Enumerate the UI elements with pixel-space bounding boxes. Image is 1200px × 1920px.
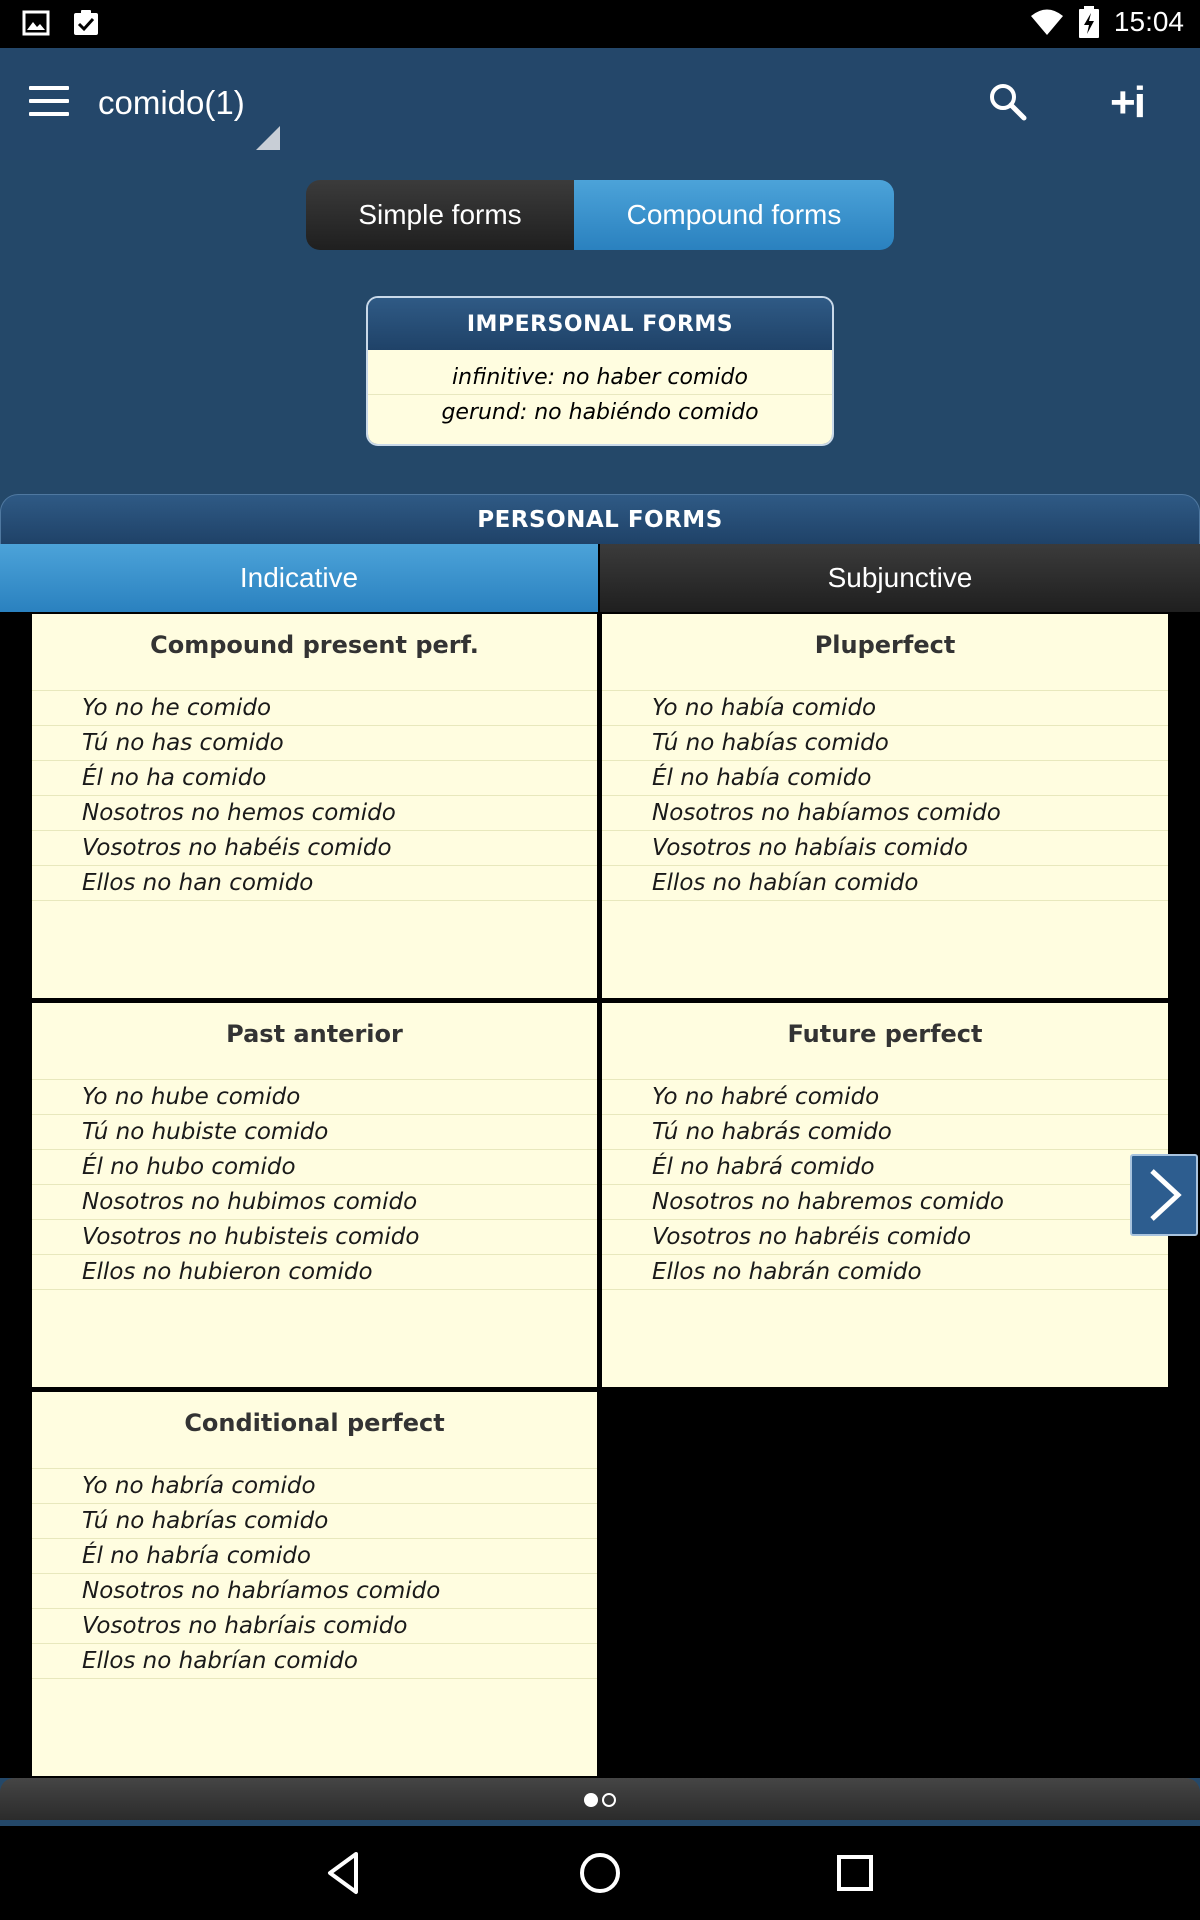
tense-card-compound-present-perfect [32,614,597,998]
tense-title: Compound present perf. [150,631,479,659]
conjugation-row: Nosotros no habríamos comido [32,1574,597,1609]
conjugation-row: Yo no había comido [602,691,1168,726]
conjugation-row: Yo no hube comido [32,1080,597,1115]
conjugation-row: Tú no habías comido [602,726,1168,761]
status-bar [0,0,1200,48]
page-dot-active[interactable] [584,1793,598,1807]
conjugation-row: Ellos no hubieron comido [32,1255,597,1290]
conjugation-row: Nosotros no habíamos comido [602,796,1168,831]
conjugation-row: Ellos no habían comido [602,866,1168,901]
conjugation-row: Yo no habría comido [32,1469,597,1504]
conjugation-row: Vosotros no habéis comido [32,831,597,866]
conjugation-row: Tú no habrías comido [32,1504,597,1539]
conjugation-row: Nosotros no hubimos comido [32,1185,597,1220]
conjugation-row: Tú no habrás comido [602,1115,1168,1150]
verb-title[interactable]: comido(1) [98,84,245,121]
conjugation-row: Ellos no habrían comido [32,1644,597,1679]
chevron-right-icon [1144,1167,1184,1223]
conjugation-row: Él no habrá comido [602,1150,1168,1185]
conjugation-row: Yo no habré comido [602,1080,1168,1115]
conjugation-row: Él no había comido [602,761,1168,796]
clipboard-check-icon [72,10,100,36]
page-dot[interactable] [602,1793,616,1807]
gerund-row: gerund: no habiéndo comido [441,400,759,425]
dropdown-triangle-icon[interactable] [256,126,280,150]
tense-card-conditional-perfect [32,1392,597,1776]
app-bar [0,48,1200,160]
conjugation-row: Ellos no han comido [32,866,597,901]
tense-card-past-anterior [32,1003,597,1387]
home-icon[interactable] [575,1848,625,1898]
search-icon[interactable] [988,82,1028,122]
page-indicator [0,1778,1200,1822]
conjugation-row: Nosotros no habremos comido [602,1185,1168,1220]
tense-title: Conditional perfect [184,1409,445,1437]
conjugation-row: Yo no he comido [32,691,597,726]
tab-subjunctive[interactable]: Subjunctive [598,544,1200,612]
mood-tabs [0,544,1200,612]
conjugation-row: Él no habría comido [32,1539,597,1574]
image-icon [22,10,50,36]
conjugation-row: Él no hubo comido [32,1150,597,1185]
system-nav-bar [0,1826,1200,1920]
battery-charging-icon [1078,6,1100,38]
menu-icon[interactable] [29,86,69,116]
tense-card-pluperfect [602,614,1168,998]
conjugation-row: Tú no has comido [32,726,597,761]
tab-indicative[interactable]: Indicative [0,544,598,612]
form-type-toggle [306,180,894,250]
conjugation-row: Vosotros no habréis comido [602,1220,1168,1255]
conjugation-row: Él no ha comido [32,761,597,796]
clock: 15:04 [1113,6,1184,37]
conjugation-row: Vosotros no habíais comido [602,831,1168,866]
impersonal-forms-panel [366,296,834,446]
impersonal-forms-header: IMPERSONAL FORMS [368,298,832,350]
wifi-icon [1030,7,1064,37]
next-page-button[interactable] [1130,1154,1198,1236]
conjugation-row: Vosotros no hubisteis comido [32,1220,597,1255]
tense-title: Past anterior [226,1020,403,1048]
tense-title: Pluperfect [814,631,956,659]
tense-card-future-perfect [602,1003,1168,1387]
infinitive-row: infinitive: no haber comido [368,360,832,395]
personal-forms-header: PERSONAL FORMS [0,494,1200,544]
tense-grid [0,612,1200,1778]
conjugation-row: Vosotros no habríais comido [32,1609,597,1644]
tense-title: Future perfect [787,1020,983,1048]
recents-icon[interactable] [830,1848,880,1898]
add-info-icon[interactable]: +i [1110,78,1144,127]
conjugation-row: Tú no hubiste comido [32,1115,597,1150]
conjugation-row: Ellos no habrán comido [602,1255,1168,1290]
simple-forms-tab[interactable]: Simple forms [306,180,574,250]
back-icon[interactable] [320,1848,370,1898]
compound-forms-tab[interactable]: Compound forms [574,180,894,250]
conjugation-row: Nosotros no hemos comido [32,796,597,831]
